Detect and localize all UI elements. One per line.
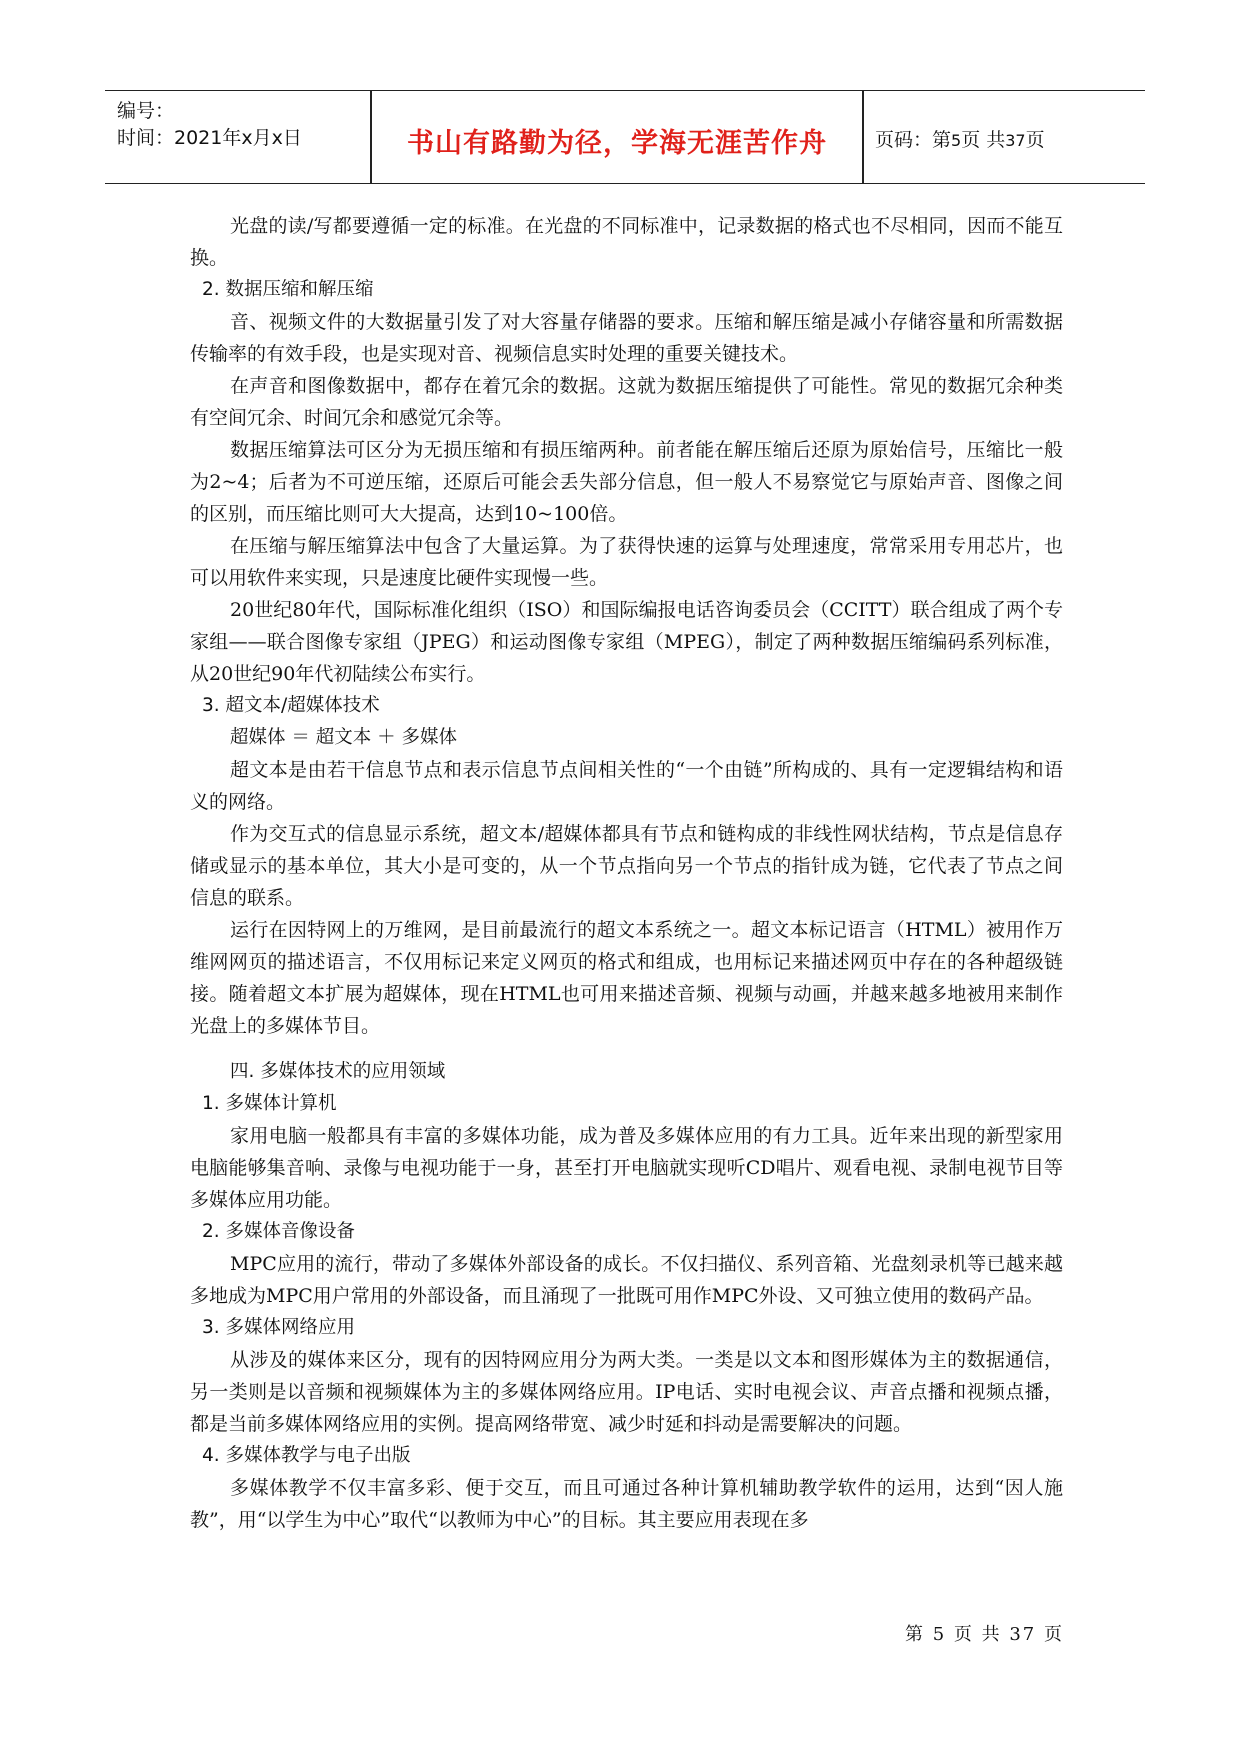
paragraph: 超文本是由若干信息节点和表示信息节点间相关性的“一个由链”所构成的、具有一定逻辑结构和语义的网络。 bbox=[190, 759, 1063, 813]
paragraph: 作为交互式的信息显示系统，超文本/超媒体都具有节点和链构成的非线性网状结构，节点是信息存储或显示的基本单位，其大小是可变的，从一个节点指向另一个节点的指针成为链，它代表了节点之间信息的联系。 bbox=[190, 823, 1063, 909]
paragraph: 运行在因特网上的万维网，是目前最流行的超文本系统之一。超文本标记语言（HTML）被用作万维网网页的描述语言，不仅用标记来定义网页的格式和组成，也用标记来描述网页中存在的各种超级链接。随着超文本扩展为超媒体，现在HTML也可用来描述音频、视频与动画，并越来越多地被用来制作光盘上的多媒体节目。 bbox=[190, 919, 1063, 1037]
page-footer: 第 5 页 共 37 页 bbox=[905, 1624, 1064, 1645]
chapter-heading: 四. 多媒体技术的应用领域 bbox=[230, 1061, 446, 1082]
paragraph: 数据压缩算法可区分为无损压缩和有损压缩两种。前者能在解压缩后还原为原始信号，压缩比一般为2~4；后者为不可逆压缩，还原后可能会丢失部分信息，但一般人不易察觉它与原始声音、图像之间的区别，而压缩比则可大大提高，达到10~100倍。 bbox=[190, 439, 1063, 525]
page-code-current: 5 bbox=[951, 131, 962, 150]
paragraph: 从涉及的媒体来区分，现有的因特网应用分为两大类。一类是以文本和图形媒体为主的数据通信，另一类则是以音频和视频媒体为主的多媒体网络应用。IP电话、实时电视会议、声音点播和视频点播，都是当前多媒体网络应用的实例。提高网络带宽、减少时延和抖动是需要解决的问题。 bbox=[190, 1349, 1063, 1435]
paragraph: 在压缩与解压缩算法中包含了大量运算。为了获得快速的运算与处理速度，常常采用专用芯片，也可以用软件来实现，只是速度比硬件实现慢一些。 bbox=[190, 535, 1063, 589]
header-meta bbox=[117, 91, 375, 183]
section-heading: 3. 超文本/超媒体技术 bbox=[202, 695, 380, 716]
section-heading: 4. 多媒体教学与电子出版 bbox=[202, 1445, 411, 1466]
page-code-total: 37 bbox=[1005, 131, 1026, 150]
document-time: 时间：2021年x月x日 bbox=[117, 127, 302, 149]
header-page-code bbox=[875, 125, 1045, 152]
paragraph: 光盘的读/写都要遵循一定的标准。在光盘的不同标准中，记录数据的格式也不尽相同，因而不能互换。 bbox=[190, 215, 1063, 269]
section-heading: 2. 多媒体音像设备 bbox=[202, 1221, 356, 1242]
paragraph: 音、视频文件的大数据量引发了对大容量存储器的要求。压缩和解压缩是减小存储容量和所需数据传输率的有效手段，也是实现对音、视频信息实时处理的重要关键技术。 bbox=[190, 311, 1063, 365]
page-code-end: 页 bbox=[1025, 129, 1045, 151]
page-code-mid: 页 共 bbox=[961, 129, 1006, 151]
header-motto: 书山有路勤为径，学海无涯苦作舟 bbox=[407, 127, 827, 159]
header-divider-right bbox=[862, 91, 864, 183]
section-heading: 2. 数据压缩和解压缩 bbox=[202, 279, 374, 300]
section-heading: 3. 多媒体网络应用 bbox=[202, 1317, 356, 1338]
page-header bbox=[105, 90, 1145, 184]
paragraph: 20世纪80年代，国际标准化组织（ISO）和国际编报电话咨询委员会（CCITT）联合组成了两个专家组——联合图像专家组（JPEG）和运动图像专家组（MPEG），制定了两种数据压缩编码系列标准，从20世纪90年代初陆续公布实行。 bbox=[190, 599, 1063, 685]
paragraph: 家用电脑一般都具有丰富的多媒体功能，成为普及多媒体应用的有力工具。近年来出现的新型家用电脑能够集音响、录像与电视功能于一身，甚至打开电脑就实现听CD唱片、观看电视、录制电视节目等多媒体应用功能。 bbox=[190, 1125, 1063, 1211]
paragraph: MPC应用的流行，带动了多媒体外部设备的成长。不仅扫描仪、系列音箱、光盘刻录机等已越来越多地成为MPC用户常用的外部设备，而且涌现了一批既可用作MPC外设、又可独立使用的数码产品。 bbox=[190, 1253, 1063, 1307]
page-code-label: 页码：第 bbox=[875, 129, 952, 151]
paragraph: 在声音和图像数据中，都存在着冗余的数据。这就为数据压缩提供了可能性。常见的数据冗余种类有空间冗余、时间冗余和感觉冗余等。 bbox=[190, 375, 1063, 429]
formula-line: 超媒体 ＝ 超文本 ＋ 多媒体 bbox=[230, 727, 458, 748]
section-heading: 1. 多媒体计算机 bbox=[202, 1093, 337, 1114]
document-body bbox=[190, 210, 1063, 1536]
paragraph: 多媒体教学不仅丰富多彩、便于交互，而且可通过各种计算机辅助教学软件的运用，达到“因人施教”，用“以学生为中心”取代“以教师为中心”的目标。其主要应用表现在多 bbox=[190, 1477, 1063, 1531]
document-number-label: 编号： bbox=[117, 100, 175, 122]
